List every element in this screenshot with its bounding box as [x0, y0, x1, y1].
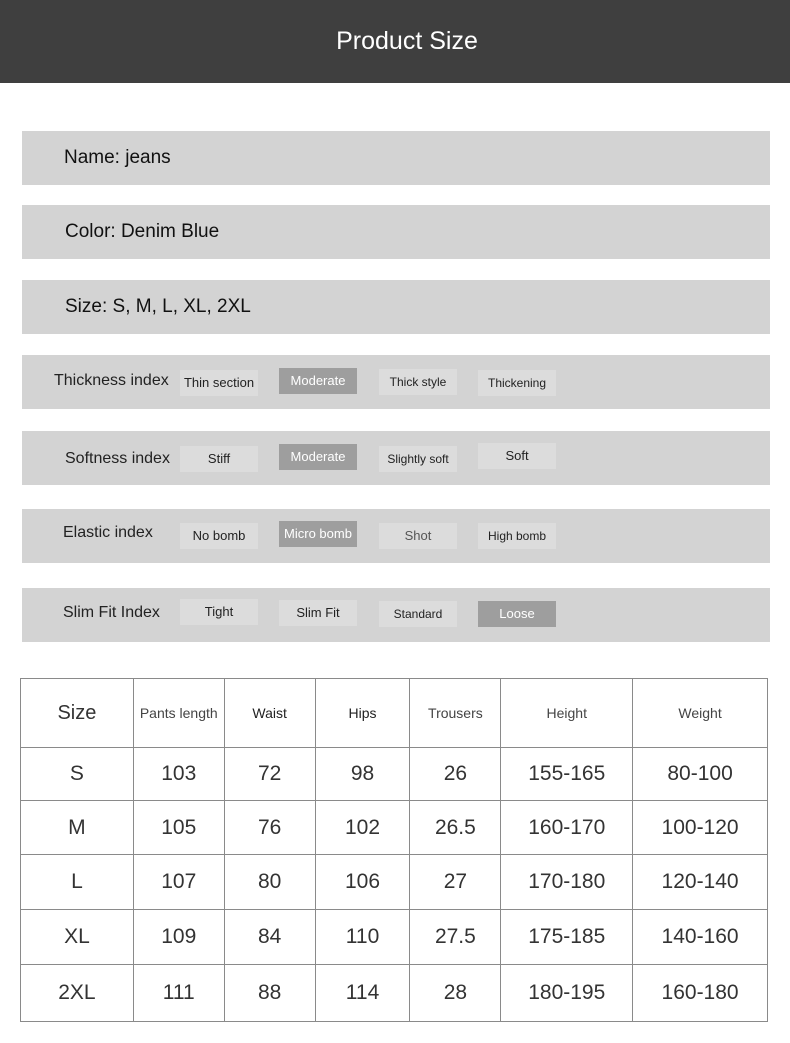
softness-option-moderate: Moderate: [279, 444, 357, 470]
table-row: [21, 748, 768, 801]
table-cell: 111: [133, 965, 224, 1022]
thickness-index-bar: [22, 355, 770, 409]
table-cell: 26: [410, 748, 501, 801]
table-cell: 80: [224, 855, 315, 910]
size-table: [20, 678, 768, 1022]
slim-fit-option-standard: Standard: [379, 601, 457, 627]
size-bar: [22, 280, 770, 334]
product-sizes: Size: S, M, L, XL, 2XL: [65, 296, 251, 317]
table-cell: 170-180: [501, 855, 633, 910]
table-cell: S: [21, 748, 134, 801]
table-cell: 84: [224, 910, 315, 965]
slim-fit-index-bar: [22, 588, 770, 642]
slim-fit-index-label: Slim Fit Index: [63, 604, 160, 621]
page-title: Product Size: [336, 27, 478, 55]
table-cell: 107: [133, 855, 224, 910]
table-cell: 98: [315, 748, 410, 801]
table-cell: 160-180: [633, 965, 768, 1022]
softness-index-bar: [22, 431, 770, 485]
table-cell: 109: [133, 910, 224, 965]
table-cell: 76: [224, 801, 315, 855]
table-cell: 27: [410, 855, 501, 910]
table-header-hips: Hips: [315, 679, 410, 748]
softness-option-soft: Soft: [478, 443, 556, 469]
table-cell: 102: [315, 801, 410, 855]
table-cell: M: [21, 801, 134, 855]
slim-fit-option-slim-fit: Slim Fit: [279, 600, 357, 626]
elastic-option-high-bomb: High bomb: [478, 523, 556, 549]
table-header-waist: Waist: [224, 679, 315, 748]
table-cell: 140-160: [633, 910, 768, 965]
page-header: [0, 0, 790, 83]
table-cell: 175-185: [501, 910, 633, 965]
table-row: [21, 965, 768, 1022]
table-cell: 80-100: [633, 748, 768, 801]
table-cell: 100-120: [633, 801, 768, 855]
elastic-option-micro-bomb: Micro bomb: [279, 521, 357, 547]
softness-option-stiff: Stiff: [180, 446, 258, 472]
thickness-index-label: Thickness index: [54, 372, 169, 389]
table-cell: 106: [315, 855, 410, 910]
table-cell: 2XL: [21, 965, 134, 1022]
slim-fit-option-loose: Loose: [478, 601, 556, 627]
table-header-height: Height: [501, 679, 633, 748]
product-color: Color: Denim Blue: [65, 221, 220, 242]
table-cell: 105: [133, 801, 224, 855]
table-header-weight: Weight: [633, 679, 768, 748]
table-header-trousers: Trousers: [410, 679, 501, 748]
softness-option-slightly-soft: Slightly soft: [379, 446, 457, 472]
table-cell: 72: [224, 748, 315, 801]
table-cell: 114: [315, 965, 410, 1022]
table-cell: 27.5: [410, 910, 501, 965]
table-cell: 103: [133, 748, 224, 801]
table-cell: XL: [21, 910, 134, 965]
table-row: [21, 910, 768, 965]
elastic-option-shot: Shot: [379, 523, 457, 549]
slim-fit-option-tight: Tight: [180, 599, 258, 625]
table-header-size: Size: [21, 679, 134, 748]
table-cell: 155-165: [501, 748, 633, 801]
thickness-option-moderate: Moderate: [279, 368, 357, 394]
table-cell: 180-195: [501, 965, 633, 1022]
color-bar: [22, 205, 770, 259]
table-header-pants-length: Pants length: [133, 679, 224, 748]
elastic-index-label: Elastic index: [63, 524, 153, 541]
name-bar: [22, 131, 770, 185]
table-row: [21, 801, 768, 855]
table-row: [21, 855, 768, 910]
table-cell: 88: [224, 965, 315, 1022]
thickness-option-thickening: Thickening: [478, 370, 556, 396]
table-cell: 28: [410, 965, 501, 1022]
softness-index-label: Softness index: [65, 450, 170, 467]
table-cell: 160-170: [501, 801, 633, 855]
table-cell: 120-140: [633, 855, 768, 910]
table-cell: 110: [315, 910, 410, 965]
thickness-option-thick-style: Thick style: [379, 369, 457, 395]
table-cell: L: [21, 855, 134, 910]
elastic-index-bar: [22, 509, 770, 563]
table-header-row: [21, 679, 768, 748]
table-cell: 26.5: [410, 801, 501, 855]
thickness-option-thin-section: Thin section: [180, 370, 258, 396]
product-name: Name: jeans: [64, 147, 171, 168]
elastic-option-no-bomb: No bomb: [180, 523, 258, 549]
